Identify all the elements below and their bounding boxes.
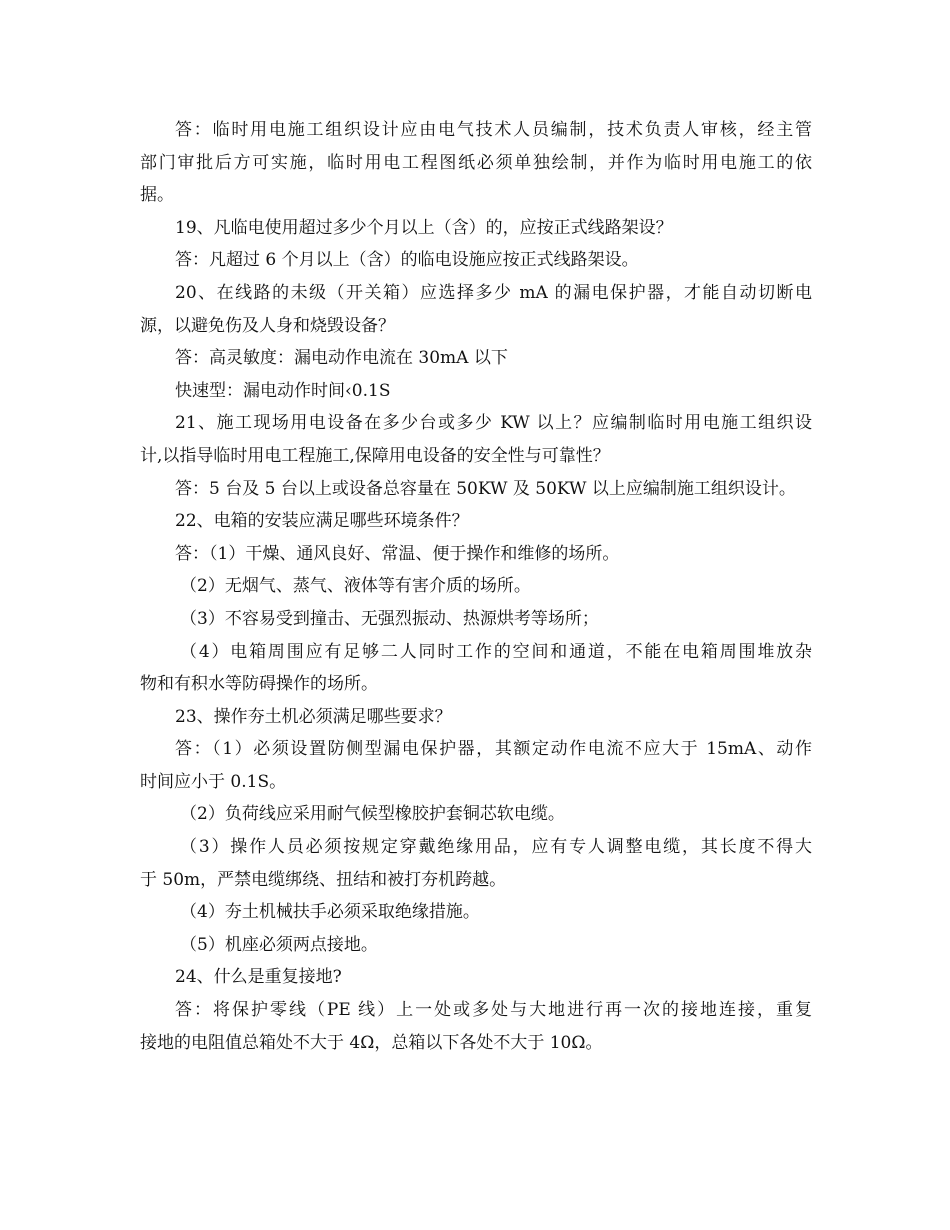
answer-23-item: （3）操作人员必须按规定穿戴绝缘用品，应有专人调整电缆，其长度不得大 bbox=[180, 837, 812, 858]
question-23: 23、操作夯土机必须满足哪些要求？ bbox=[175, 706, 452, 727]
answer-24: 答：将保护零线（PE 线）上一处或多处与大地进行再一次的接地连接，重复 bbox=[175, 1000, 812, 1021]
question-20: 20、在线路的未级（开关箱）应选择多少 mA 的漏电保护器，才能自动切断电 bbox=[175, 282, 812, 303]
answer-23: 答：（1）必须设置防侧型漏电保护器，其额定动作电流不应大于 15mA、动作 bbox=[175, 739, 812, 760]
answer-21: 答：5 台及 5 台以上或设备总容量在 50KW 及 50KW 以上应编制施工组织设计。 bbox=[175, 478, 796, 499]
question-19: 19、凡临电使用超过多少个月以上（含）的，应按正式线路架设？ bbox=[175, 217, 673, 238]
text-line: 于 50m，严禁电缆绑绕、扭结和被打夯机跨越。 bbox=[140, 869, 507, 890]
answer-23-item: （2）负荷线应采用耐气候型橡胶护套铜芯软电缆。 bbox=[180, 804, 565, 825]
answer-22-item: （4）电箱周围应有足够二人同时工作的空间和通道，不能在电箱周围堆放杂 bbox=[180, 641, 812, 662]
answer-20: 答：高灵敏度：漏电动作电流在 30mA 以下 bbox=[175, 348, 508, 369]
answer-22-item: （2）无烟气、蒸气、液体等有害介质的场所。 bbox=[180, 576, 531, 597]
answer-20-line: 快速型：漏电动作时间‹0.1S bbox=[175, 380, 391, 401]
text-line: 时间应小于 0.1S。 bbox=[140, 771, 287, 792]
question-21: 21、施工现场用电设备在多少台或多少 KW 以上？应编制临时用电施工组织设 bbox=[175, 413, 812, 434]
answer-19: 答：凡超过 6 个月以上（含）的临电设施应按正式线路架设。 bbox=[175, 250, 639, 271]
answer-22: 答：（1）干燥、通风良好、常温、便于操作和维修的场所。 bbox=[175, 543, 620, 564]
document-body bbox=[140, 114, 812, 1059]
text-line: 计,以指导临时用电工程施工,保障用电设备的安全性与可靠性？ bbox=[140, 445, 610, 466]
answer-23-item: （5）机座必须两点接地。 bbox=[180, 934, 378, 955]
question-24: 24、什么是重复接地? bbox=[175, 967, 342, 988]
text-line: 答：临时用电施工组织设计应由电气技术人员编制，技术负责人审核，经主管 bbox=[175, 120, 812, 140]
text-line: 物和有积水等防碍操作的场所。 bbox=[140, 674, 378, 695]
answer-23-item: （4）夯土机械扶手必须采取绝缘措施。 bbox=[180, 902, 480, 923]
text-line: 源，以避免伤及人身和烧毁设备？ bbox=[140, 315, 395, 336]
text-line: 接地的电阻值总箱处不大于 4Ω，总箱以下各处不大于 10Ω。 bbox=[140, 1032, 603, 1053]
answer-22-item: （3）不容易受到撞击、无强烈振动、热源烘考等场所； bbox=[180, 608, 599, 629]
text-line: 部门审批后方可实施，临时用电工程图纸必须单独绘制，并作为临时用电施工的依 bbox=[140, 152, 812, 173]
question-22: 22、电箱的安装应满足哪些环境条件？ bbox=[175, 511, 469, 532]
text-line: 据。 bbox=[140, 185, 174, 206]
